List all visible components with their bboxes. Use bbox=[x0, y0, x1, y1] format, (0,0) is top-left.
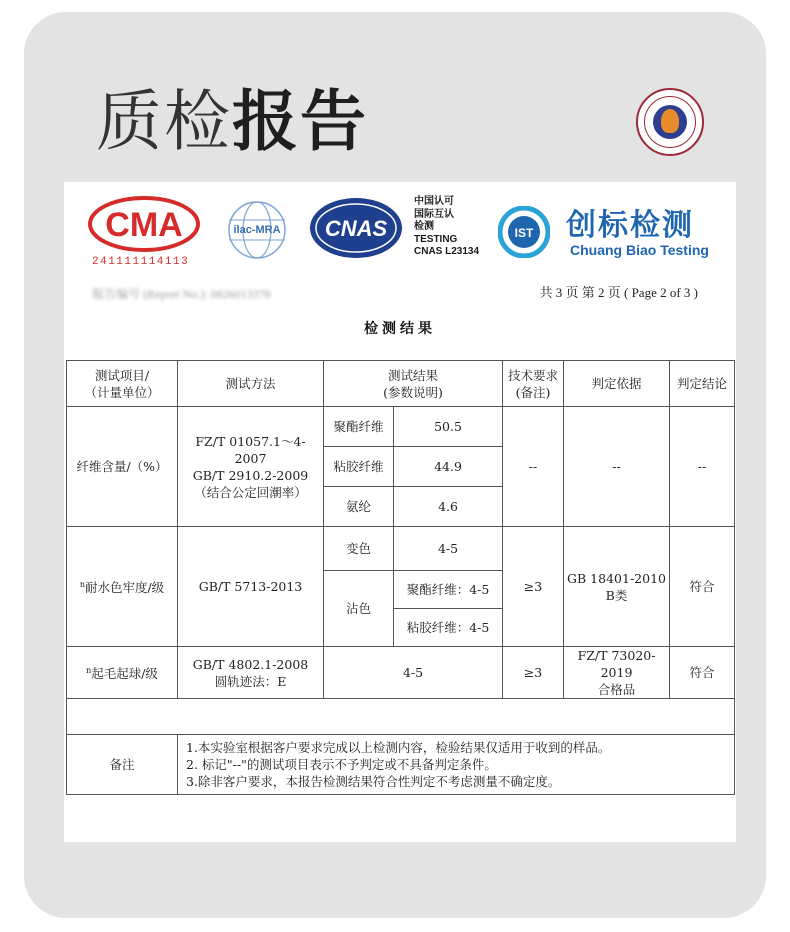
company-name-en: Chuang Biao Testing bbox=[570, 242, 709, 258]
header-conclusion: 判定结论 bbox=[670, 361, 735, 407]
colorfast-item: $^n$耐水色牢度/级 bbox=[67, 527, 178, 647]
remarks-text: 1.本实验室根据客户要求完成以上检测内容，检验结果仅适用于收到的样品。 2. 标记"--"的测试项目表示不予判定或不具备判定条件。 3.除非客户要求，本报告检测结果符合性判定不考虑测量不确定度。 bbox=[178, 735, 735, 795]
fiber-value: 50.5 bbox=[394, 407, 503, 447]
staining-value: 聚酯纤维：4-5 bbox=[394, 571, 503, 609]
cma-number: 241111114113 bbox=[92, 256, 190, 268]
report-paper bbox=[64, 182, 736, 842]
ilac-mra-text: ilac-MRA bbox=[233, 224, 281, 236]
fiber-item: 纤维含量/（%） bbox=[67, 407, 178, 527]
pilling-basis: FZ/T 73020-2019 合格品 bbox=[564, 647, 670, 699]
results-table bbox=[66, 360, 735, 795]
remarks-label: 备注 bbox=[67, 735, 178, 795]
results-title: 检测结果 bbox=[364, 321, 436, 337]
staining-label: 沾色 bbox=[324, 571, 394, 647]
header-requirement: 技术要求 (备注) bbox=[503, 361, 564, 407]
fiber-value: 44.9 bbox=[394, 447, 503, 487]
pilling-method: GB/T 4802.1-2008 圆轨迹法：E bbox=[178, 647, 324, 699]
page-indicator: 共 3 页 第 2 页 ( Page 2 of 3 ) bbox=[539, 285, 698, 300]
company-name-cn: 创标检测 bbox=[566, 208, 694, 243]
fiber-conclusion: -- bbox=[670, 407, 735, 527]
pilling-requirement: ≥3 bbox=[503, 647, 564, 699]
cnas-logo-icon bbox=[308, 196, 404, 260]
svg-text:CMA: CMA bbox=[105, 206, 183, 244]
table-header-row bbox=[67, 361, 735, 407]
colorfast-conclusion: 符合 bbox=[670, 527, 735, 647]
staining-value: 粘胶纤维：4-5 bbox=[394, 609, 503, 647]
pilling-value: 4-5 bbox=[324, 647, 503, 699]
table-row bbox=[67, 407, 735, 447]
svg-text:CNAS: CNAS bbox=[324, 216, 388, 241]
ist-logo-icon bbox=[498, 206, 550, 258]
report-number: 报告编号 (Report No.): 0826013378 bbox=[92, 287, 271, 301]
fiber-method: FZ/T 01057.1～4-2007 GB/T 2910.2-2009 （结合公定回潮率） bbox=[178, 407, 324, 527]
header-basis: 判定依据 bbox=[564, 361, 670, 407]
heading-bold: 报告 bbox=[232, 83, 368, 160]
colorfast-requirement: ≥3 bbox=[503, 527, 564, 647]
color-change-value: 4-5 bbox=[394, 527, 503, 571]
heading-light: 质检 bbox=[96, 83, 232, 160]
color-change-label: 变色 bbox=[324, 527, 394, 571]
fiber-name: 粘胶纤维 bbox=[324, 447, 394, 487]
cma-logo-icon bbox=[88, 196, 200, 252]
fiber-requirement: -- bbox=[503, 407, 564, 527]
svg-text:IST: IST bbox=[514, 226, 534, 240]
header-result: 测试结果 (参数说明) bbox=[324, 361, 503, 407]
confident-goods-seal-icon bbox=[636, 88, 704, 156]
colorfast-basis: GB 18401-2010 B类 bbox=[564, 527, 670, 647]
colorfast-method: GB/T 5713-2013 bbox=[178, 527, 324, 647]
table-row bbox=[67, 527, 735, 571]
certification-logos bbox=[64, 182, 736, 272]
fiber-name: 聚酯纤维 bbox=[324, 407, 394, 447]
pilling-conclusion: 符合 bbox=[670, 647, 735, 699]
remarks-row bbox=[67, 735, 735, 795]
blank-row bbox=[67, 699, 735, 735]
header-item: 测试项目/ （计量单位） bbox=[67, 361, 178, 407]
table-row bbox=[67, 647, 735, 699]
fiber-value: 4.6 bbox=[394, 487, 503, 527]
cnas-info: 中国认可 国际互认 检测 TESTING CNAS L23134 bbox=[414, 196, 480, 257]
pilling-item: $^n$起毛起球/级 bbox=[67, 647, 178, 699]
fiber-name: 氨纶 bbox=[324, 487, 394, 527]
header-method: 测试方法 bbox=[178, 361, 324, 407]
page-heading bbox=[96, 82, 368, 162]
fiber-basis: -- bbox=[564, 407, 670, 527]
